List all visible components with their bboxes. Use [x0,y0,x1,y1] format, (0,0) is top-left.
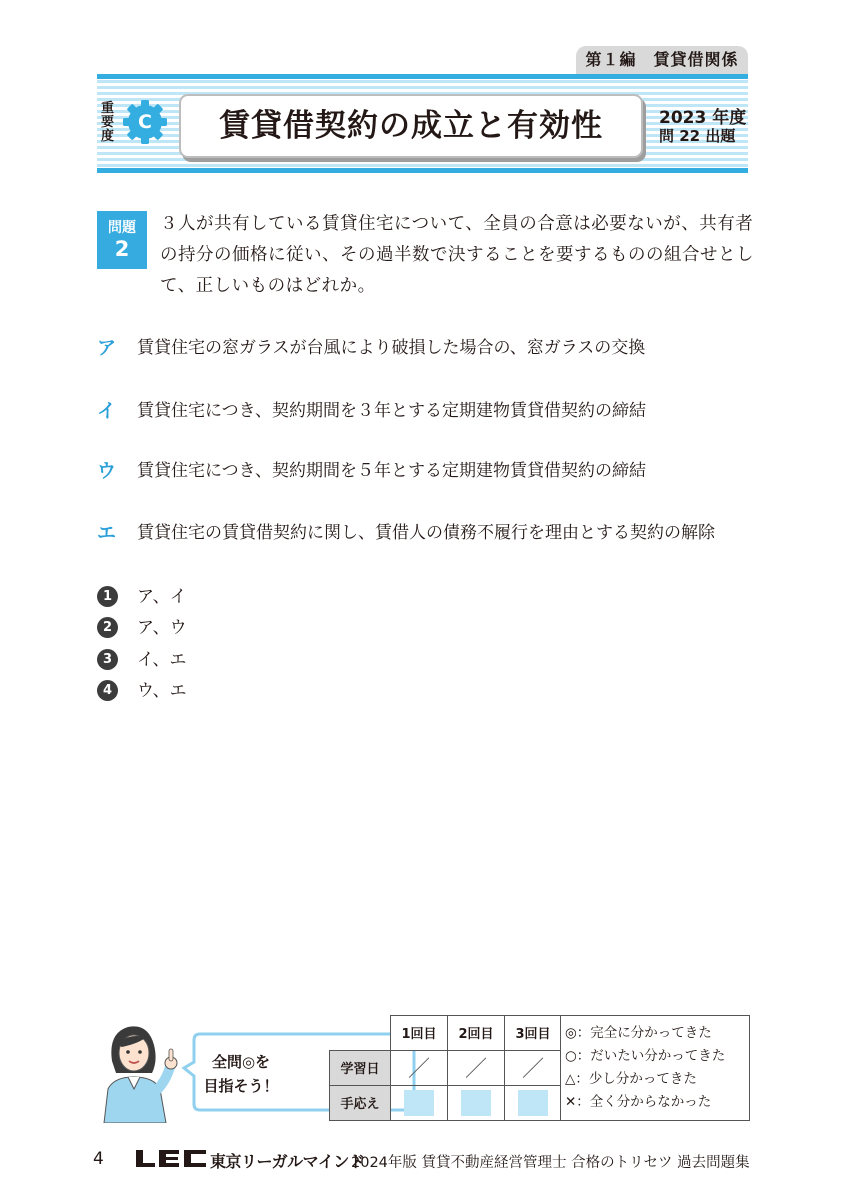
response-cell[interactable] [505,1085,562,1120]
response-checkbox[interactable] [518,1090,548,1116]
legend-item: △：少し分かってきた [565,1071,697,1087]
study-date-cell[interactable]: ／ [391,1050,448,1085]
round-header: 3回目 [505,1016,562,1051]
legend-item: ○：だいたい分かってきた [565,1048,726,1064]
choice-text: ア、イ [137,587,187,607]
speech-text [191,1050,291,1098]
statement-mark: ウ [97,460,117,482]
choice-text: ウ、エ [137,681,187,701]
question-text: ３人が共有している賃貸住宅について、全員の合意は必要ないが、共有者の持分の価格に従い、その過半数で決することを要するものの組合せとして、正しいものはどれか。 [160,214,754,296]
speech-line-1: 全問◎を [211,1053,271,1071]
table-corner [330,1016,391,1051]
importance-grade: C [138,111,152,133]
response-checkbox[interactable] [404,1090,434,1116]
legend-box [560,1015,750,1121]
question-number: 2 [114,237,130,261]
choice-text: イ、エ [137,650,187,670]
exam-question: 問 22 出題 [659,127,736,145]
choice-number-icon: 4 [97,680,118,701]
statement-text: 賃貸住宅の賃貸借契約に関し、賃借人の債務不履行を理由とする契約の解除 [137,523,715,543]
response-checkbox[interactable] [461,1090,491,1116]
speech-line-2: 目指そう！ [203,1077,279,1095]
response-cell[interactable] [448,1085,505,1120]
statement-text: 賃貸住宅につき、契約期間を３年とする定期建物賃貸借契約の締結 [137,401,646,421]
round-header: 2回目 [448,1016,505,1051]
round-header: 1回目 [391,1016,448,1051]
legend-item: ◎：完全に分かってきた [565,1025,712,1041]
title-band-top-rule [97,74,748,79]
book-title: 2024年版 賃貸不動産経営管理士 合格のトリセツ 過去問題集 [351,1155,750,1171]
study-tracker [96,1012,756,1124]
lec-logo-icon [134,1147,208,1169]
choice-number-icon: 2 [97,617,118,638]
study-date-cell[interactable]: ／ [448,1050,505,1085]
legend-item: ✕：全く分からなかった [565,1094,712,1110]
title-band-bottom-rule [97,168,748,173]
response-row-header: 手応え [330,1085,391,1120]
importance-label: 重要度 [101,101,115,144]
study-date-cell[interactable]: ／ [505,1050,562,1085]
response-cell[interactable] [391,1085,448,1120]
statement-mark: イ [97,400,117,422]
title-box [179,94,643,158]
exam-year: 2023 年度 [659,108,747,128]
page-title: 賃貸借契約の成立と有効性 [219,108,603,144]
choice-text: ア、ウ [137,618,187,638]
question-badge [97,211,147,269]
title-band [97,74,748,173]
publisher-name: 東京リーガルマインド [210,1152,365,1171]
question-label: 問題 [108,220,136,236]
study-date-row-header: 学習日 [330,1050,391,1085]
choice-number-icon: 3 [97,649,118,670]
teacher-mascot-icon [96,1015,184,1123]
statement-text: 賃貸住宅の窓ガラスが台風により破損した場合の、窓ガラスの交換 [137,338,646,358]
choice-number-icon: 1 [97,586,118,607]
statement-text: 賃貸住宅につき、契約期間を５年とする定期建物賃貸借契約の締結 [137,461,646,481]
statement-mark: エ [97,522,117,544]
statement-mark: ア [97,337,117,359]
page-number: 4 [93,1149,104,1169]
section-tag: 第１編 賃貸借関係 [576,46,748,74]
progress-table [329,1015,562,1121]
